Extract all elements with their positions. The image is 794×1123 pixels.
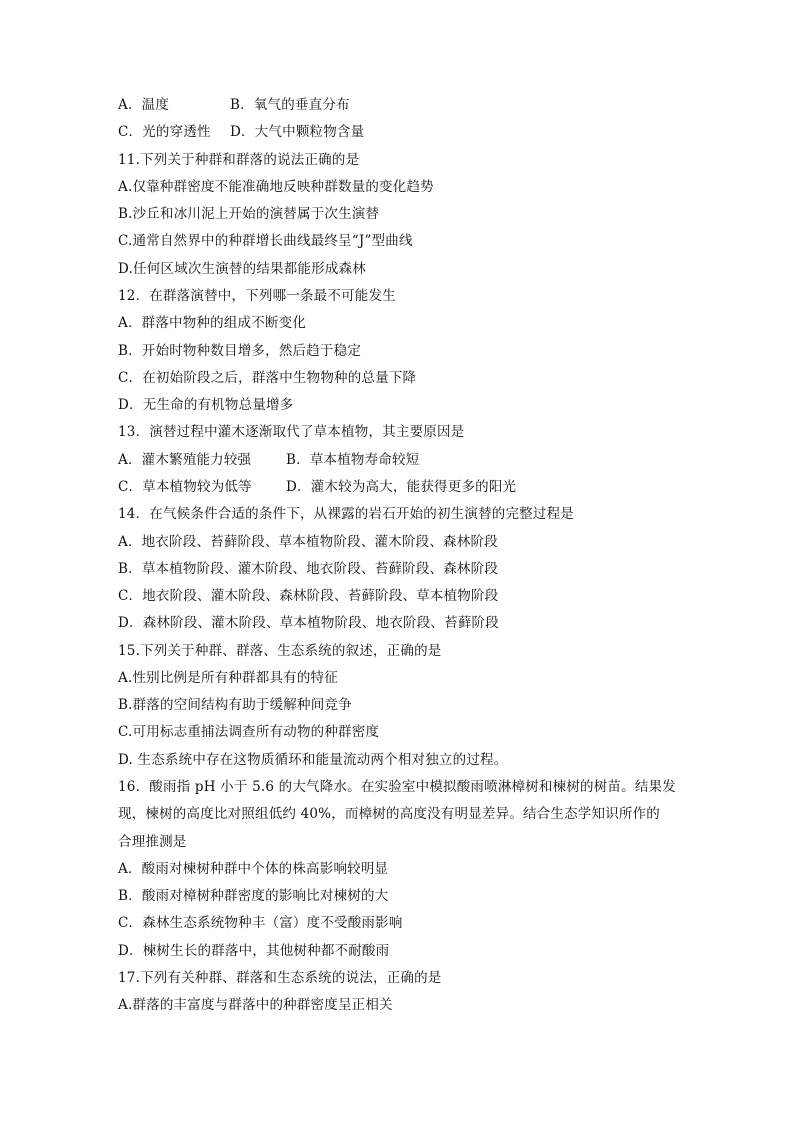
question-17: 17.下列有关种群、群落和生态系统的说法，正确的是 <box>118 970 442 986</box>
option-line: C．地衣阶段、灌木阶段、森林阶段、苔藓阶段、草本植物阶段 <box>118 588 499 604</box>
option-line: D．森林阶段、灌木阶段、草本植物阶段、地衣阶段、苔藓阶段 <box>118 615 499 631</box>
question-16-cont: 合理推测是 <box>118 834 187 850</box>
option-line: B.沙丘和冰川泥上开始的演替属于次生演替 <box>118 206 380 222</box>
question-11: 11.下列关于种群和群落的说法正确的是 <box>118 152 360 168</box>
option-a: A．温度 <box>118 97 170 113</box>
question-14: 14．在气候条件合适的条件下，从裸露的岩石开始的初生演替的完整过程是 <box>118 506 574 522</box>
option-line: A．酸雨对楝树种群中个体的株高影响较明显 <box>118 861 389 877</box>
option-d: D．大气中颗粒物含量 <box>230 124 365 140</box>
option-line: B.群落的空间结构有助于缓解种间竞争 <box>118 697 352 713</box>
option-c: C．草本植物较为低等 <box>118 479 252 495</box>
option-line: C．森林生态系统物种丰（富）度不受酸雨影响 <box>118 915 403 931</box>
option-line: D.任何区域次生演替的结果都能形成森林 <box>118 261 366 277</box>
option-line: B．开始时物种数目增多，然后趋于稳定 <box>118 343 362 359</box>
option-line: A．地衣阶段、苔藓阶段、草本植物阶段、灌木阶段、森林阶段 <box>118 534 498 550</box>
question-12: 12．在群落演替中，下列哪一条最不可能发生 <box>118 288 396 304</box>
option-line: A.群落的丰富度与群落中的种群密度呈正相关 <box>118 997 393 1013</box>
option-b: B．草本植物寿命较短 <box>286 452 420 468</box>
question-15: 15.下列关于种群、群落、生态系统的叙述，正确的是 <box>118 643 442 659</box>
option-row <box>118 478 517 496</box>
option-line: C.可用标志重捕法调查所有动物的种群密度 <box>118 724 380 740</box>
question-16: 16．酸雨指 pH 小于 5.6 的大气降水。在实验室中模拟酸雨喷淋樟树和楝树的树苗。结果发 <box>118 779 676 795</box>
option-line: D. 生态系统中存在这物质循环和能量流动两个相对独立的过程。 <box>118 752 508 768</box>
option-c: C．光的穿透性 <box>118 124 211 140</box>
option-row <box>118 96 350 114</box>
option-line: A.仅靠种群密度不能准确地反映种群数量的变化趋势 <box>118 179 434 195</box>
option-line: C．在初始阶段之后，群落中生物物种的总量下降 <box>118 370 417 386</box>
question-13: 13．演替过程中灌木逐渐取代了草本植物，其主要原因是 <box>118 424 465 440</box>
option-row <box>118 451 420 469</box>
option-line: A.性别比例是所有种群都具有的特征 <box>118 670 338 686</box>
question-16-cont: 现，楝树的高度比对照组低约 40%，而樟树的高度没有明显差异。结合生态学知识所作的 <box>118 806 660 822</box>
option-line: C.通常自然界中的种群增长曲线最终呈“J”型曲线 <box>118 233 413 249</box>
option-a: A．灌木繁殖能力较强 <box>118 452 252 468</box>
option-line: B．酸雨对樟树种群密度的影响比对楝树的大 <box>118 888 389 904</box>
option-line: A．群落中物种的组成不断变化 <box>118 315 307 331</box>
option-line: D．楝树生长的群落中，其他树种都不耐酸雨 <box>118 943 390 959</box>
option-line: B．草本植物阶段、灌木阶段、地衣阶段、苔藓阶段、森林阶段 <box>118 561 499 577</box>
option-line: D．无生命的有机物总量增多 <box>118 397 294 413</box>
option-b: B．氧气的垂直分布 <box>230 97 350 113</box>
option-d: D．灌木较为高大，能获得更多的阳光 <box>286 479 517 495</box>
option-row <box>118 123 365 141</box>
